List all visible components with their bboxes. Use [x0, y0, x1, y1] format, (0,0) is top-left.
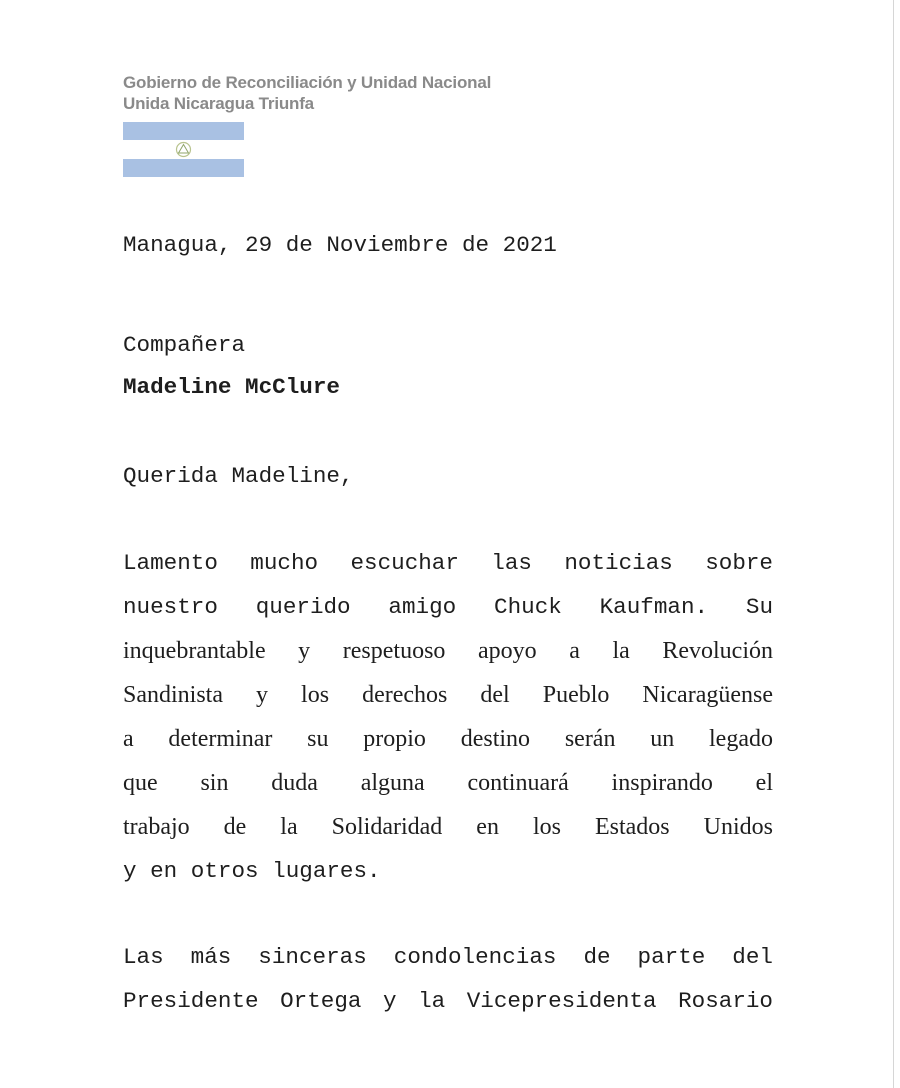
paragraph-line: Presidente Ortega y la Vicepresidenta Rosario — [123, 988, 773, 1014]
letter-date: Managua, 29 de Noviembre de 2021 — [123, 232, 557, 258]
paragraph-line: Lamento mucho escuchar las noticias sobre — [123, 550, 773, 576]
paragraph-line: a determinar su propio destino serán un legado — [123, 726, 773, 752]
letter-paragraph-1 — [123, 541, 773, 893]
page-edge-divider — [893, 0, 894, 1088]
paragraph-line: inquebrantable y respetuoso apoyo a la Revolución — [123, 638, 773, 664]
letter-greeting: Querida Madeline, — [123, 463, 354, 489]
recipient-name: Madeline McClure — [123, 374, 340, 400]
letterhead — [123, 72, 491, 114]
letter-paragraph-2 — [123, 935, 773, 1023]
paragraph-line: y en otros lugares. — [123, 858, 381, 884]
nicaragua-flag-icon — [123, 122, 244, 177]
letterhead-slogan: Unida Nicaragua Triunfa — [123, 94, 314, 113]
paragraph-line: que sin duda alguna continuará inspirando el — [123, 770, 773, 796]
paragraph-line: Sandinista y los derechos del Pueblo Nicaragüense — [123, 682, 773, 708]
recipient-title: Compañera — [123, 332, 246, 358]
paragraph-line: trabajo de la Solidaridad en los Estados Unidos — [123, 814, 773, 840]
letterhead-government-name: Gobierno de Reconciliación y Unidad Nacional — [123, 73, 492, 92]
paragraph-line: Las más sinceras condolencias de parte del — [123, 944, 773, 970]
paragraph-line: nuestro querido amigo Chuck Kaufman. Su — [123, 594, 773, 620]
